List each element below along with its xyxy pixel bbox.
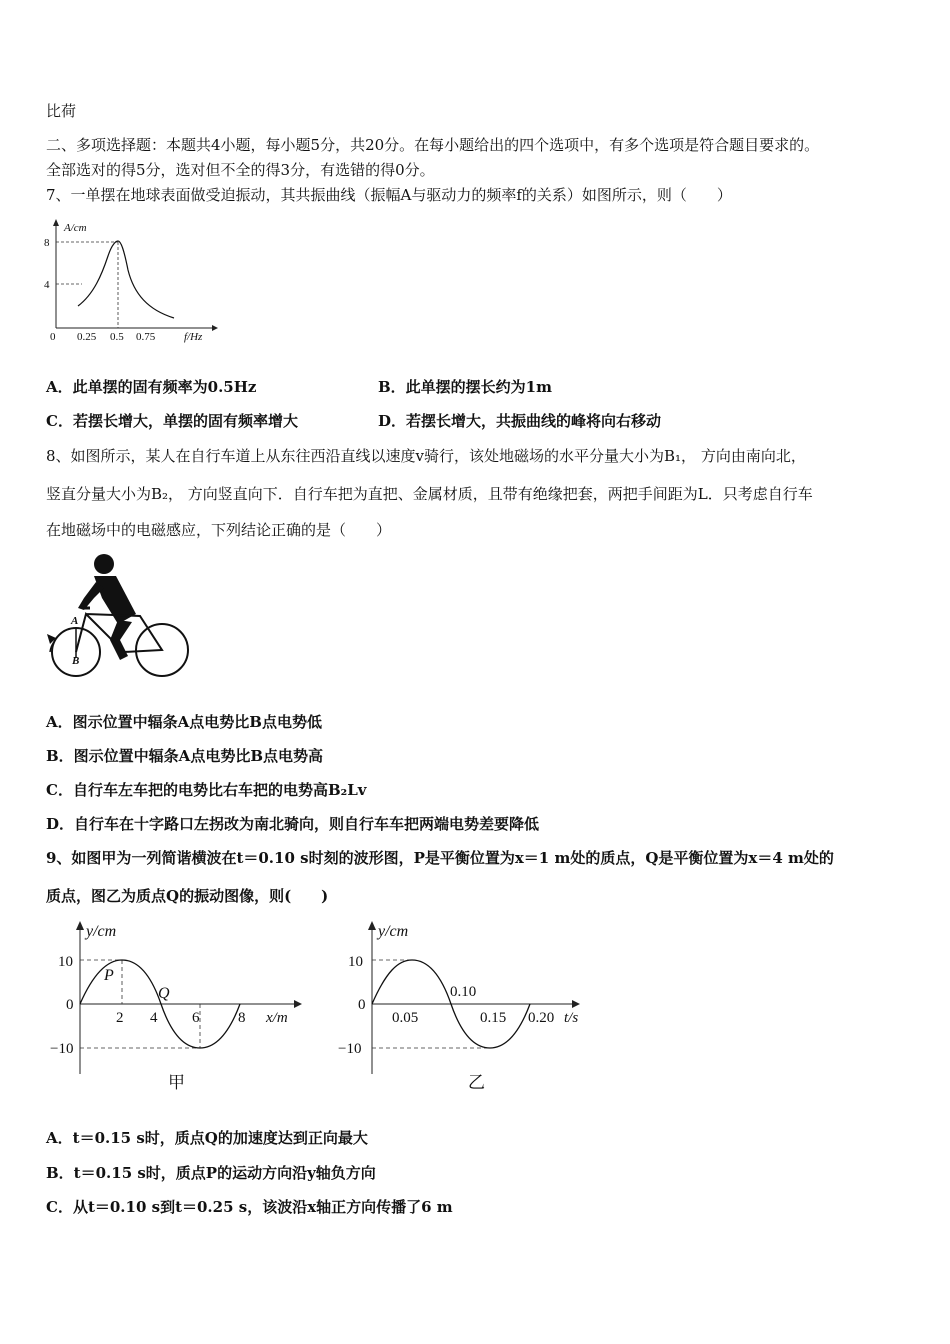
yi-x-tick-005: 0.05: [392, 1010, 419, 1026]
spoke-point-b: B: [72, 655, 80, 667]
q7-option-b: B．此单摆的摆长约为1m: [378, 378, 552, 396]
q7-option-d: D．若摆长增大，共振曲线的峰将向右移动: [378, 412, 662, 430]
rider-torso: [94, 576, 136, 624]
jia-point-q: Q: [158, 985, 170, 1002]
yi-x-tick-020: 0.20: [528, 1010, 555, 1026]
jia-y-arrow-icon: [76, 921, 84, 930]
q9-option-b: B．t＝0.15 s时，质点P的运动方向沿y轴负方向: [46, 1164, 376, 1182]
q7-option-a: A．此单摆的固有频率为0.5Hz: [46, 378, 257, 396]
jia-y-tick-10: 10: [58, 954, 73, 970]
q7-option-c: C．若摆长增大，单摆的固有频率增大: [46, 412, 298, 430]
q8-option-d: D．自行车在十字路口左拐改为南北骑向，则自行车车把两端电势差要降低: [46, 815, 540, 833]
section-header-line2: 全部选对的得5分，选对但不全的得3分，有选错的得0分。: [46, 161, 435, 179]
section-header-line1: 二、多项选择题：本题共4小题，每小题5分，共20分。在每小题给出的四个选项中，有多个选项是符合题目要求的。: [46, 136, 820, 154]
jia-y-label: y/cm: [86, 923, 117, 940]
rider-arm: [78, 582, 104, 610]
yi-x-label: t/s: [564, 1010, 579, 1026]
jia-x-label: x/m: [266, 1010, 288, 1026]
yi-y-label: y/cm: [378, 923, 409, 940]
q8-stem-line2: 竖直分量大小为B₂， 方向竖直向下．自行车把为直把、金属材质，且带有绝缘把套，两把手间距为L．只考虑自行车: [46, 485, 813, 503]
q7-y-tick-8: 8: [44, 237, 50, 249]
yi-x-tick-015: 0.15: [480, 1010, 507, 1026]
q9-option-a: A．t＝0.15 s时，质点Q的加速度达到正向最大: [46, 1129, 368, 1147]
q9-stem-line1: 9、如图甲为一列简谐横波在t＝0.10 s时刻的波形图，P是平衡位置为x＝1 m处的质点，Q是平衡位置为x＝4 m处的: [46, 849, 834, 867]
rider-head: [94, 554, 114, 574]
q7-resonance-curve: [78, 241, 174, 318]
q7-stem: 7、一单摆在地球表面做受迫振动，其共振曲线（振幅A与驱动力的频率f的关系）如图所示，则（ ）: [46, 186, 732, 204]
jia-x-tick-8: 8: [238, 1010, 246, 1026]
yi-caption: 乙: [468, 1073, 485, 1092]
top-word: 比荷: [46, 102, 77, 120]
q7-resonance-curve-figure: [44, 214, 224, 348]
q7-x-tick-05: 0.5: [110, 331, 124, 343]
jia-x-tick-4: 4: [150, 1010, 158, 1026]
q8-option-a: A．图示位置中辐条A点电势比B点电势低: [46, 713, 322, 731]
q8-stem-line3: 在地磁场中的电磁感应，下列结论正确的是（ ）: [46, 521, 392, 539]
yi-y-tick-neg10: −10: [338, 1041, 362, 1057]
q8-cyclist-figure: [44, 548, 194, 684]
yi-x-tick-010: 0.10: [450, 984, 477, 1000]
q9-stem-line2: 质点，图乙为质点Q的振动图像，则( ): [46, 887, 329, 905]
q8-stem-line1: 8、如图所示，某人在自行车道上从东往西沿直线以速度v骑行，该处地磁场的水平分量大小为B₁， 方向由南向北，: [46, 447, 806, 465]
jia-x-arrow-icon: [294, 1000, 302, 1008]
q7-x-arrow-icon: [212, 325, 218, 331]
jia-point-p: P: [104, 967, 114, 984]
q7-y-label: A/cm: [64, 222, 87, 234]
q7-y-tick-4: 4: [44, 279, 50, 291]
yi-y-tick-0: 0: [358, 997, 366, 1013]
yi-x-arrow-icon: [572, 1000, 580, 1008]
q7-x-tick-075: 0.75: [136, 331, 156, 343]
jia-caption: 甲: [168, 1073, 185, 1092]
yi-y-arrow-icon: [368, 921, 376, 930]
yi-y-tick-10: 10: [348, 954, 363, 970]
q9-graph-yi: [334, 916, 604, 1096]
q9-option-c: C．从t＝0.10 s到t＝0.25 s，该波沿x轴正方向传播了6 m: [46, 1198, 453, 1216]
q7-x-label: f/Hz: [184, 331, 203, 343]
jia-y-tick-neg10: −10: [50, 1041, 74, 1057]
jia-x-tick-2: 2: [116, 1010, 124, 1026]
jia-x-tick-6: 6: [192, 1010, 200, 1026]
spoke-point-a: A: [71, 615, 79, 627]
q7-origin: 0: [50, 331, 56, 343]
jia-y-tick-0: 0: [66, 997, 74, 1013]
q9-graph-jia: [44, 916, 314, 1096]
q7-x-tick-025: 0.25: [77, 331, 97, 343]
q8-option-c: C．自行车左车把的电势比右车把的电势高B₂Lv: [46, 781, 367, 799]
q8-option-b: B．图示位置中辐条A点电势比B点电势高: [46, 747, 323, 765]
q7-y-arrow-icon: [53, 219, 59, 226]
